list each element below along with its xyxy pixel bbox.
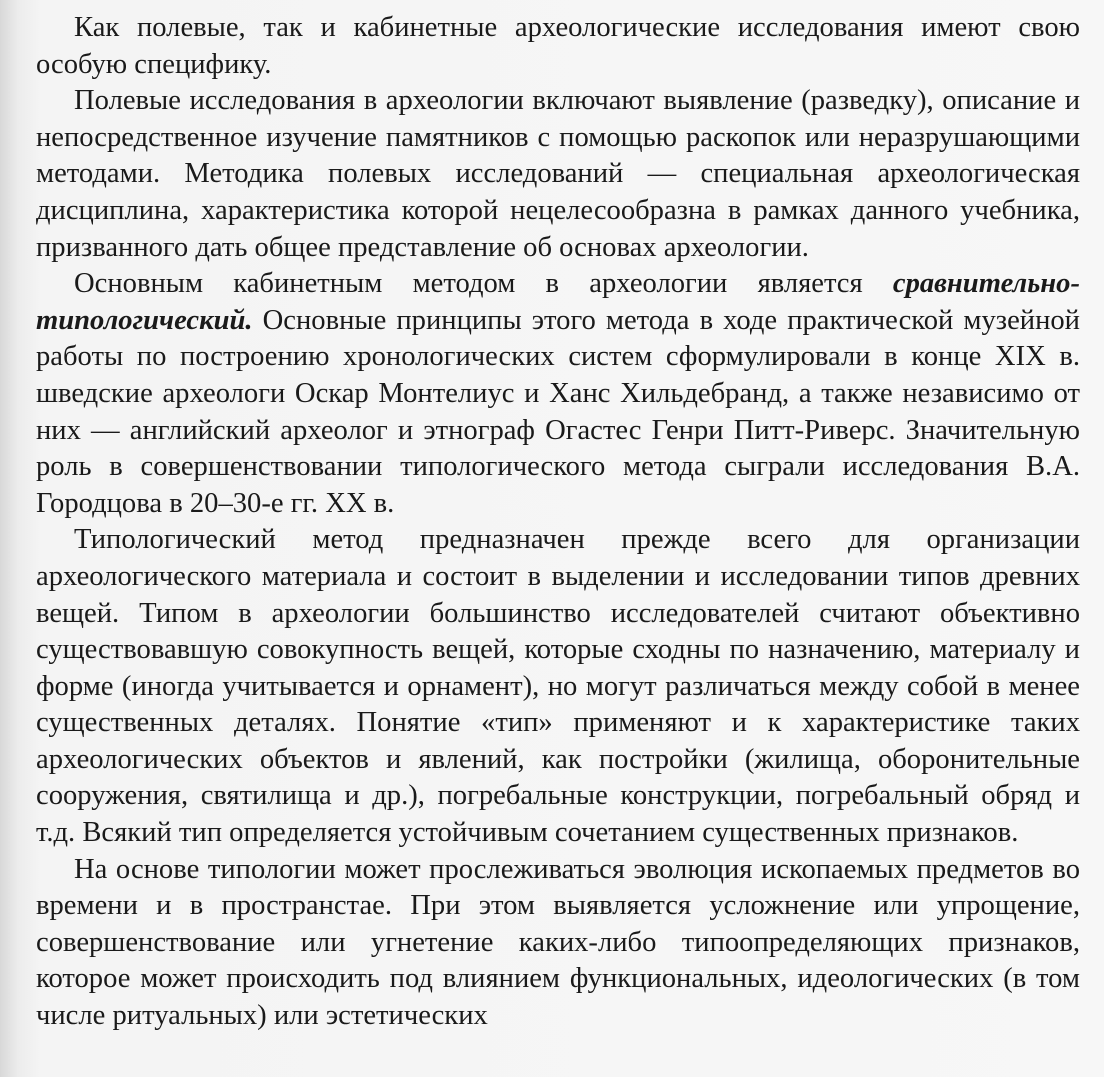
paragraph-4-text: Типологический метод предназначен прежде всего для организации археологического материала и состоит в выделении и исследовании типов древних вещей. Типом в археологии большинство исследователей считают объективно существовавшую совокупность вещей, которые сходны по назначению, материалу и форме (иногда учитывается и орнамент), но могут различаться между собой в менее существенных деталях. Понятие «тип» применяют и к характеристике таких археологических объектов и явлений, как постройки (жилища, оборонительные сооружения, святилища и др.), погребальные конструкции, погребальный обряд и т.д. Всякий тип определяется устойчивым сочетанием существенных признаков.: [36, 524, 1080, 849]
paragraph-2: [36, 83, 1080, 266]
emphasized-term: сравнительно-типологический.: [36, 268, 1080, 336]
paragraph-3-text-start: Основным кабинетным методом в археологии является: [74, 268, 893, 300]
paragraph-4: [36, 522, 1080, 851]
paragraph-5-text: На основе типологии может прослеживаться эволюция ископаемых предметов во времени и в пространстае. При этом выявляется усложнение или упрощение, совершенствование или угнетение каких-либо типоопределяющих признаков, которое может происходить под влиянием функциональных, идеологических (в том числе ритуальных) или эстетических: [36, 853, 1080, 1032]
paragraph-1-text: Как полевые, так и кабинетные археологические исследования имеют свою особую специфику.: [36, 12, 1080, 80]
paragraph-2-text: Полевые исследования в археологии включают выявление (разведку), описание и непосредственное изучение памятников с помощью раскопок или неразрушающими методами. Методика полевых исследований — специальная археологическая дисциплина, характеристика которой нецелесообразна в рамках данного учебника, призванного дать общее представление об основах археологии.: [36, 85, 1080, 263]
paragraph-5: [36, 852, 1080, 1035]
paragraph-1: [36, 10, 1080, 83]
paragraph-3: [36, 266, 1080, 522]
text-body: [36, 10, 1080, 1035]
paragraph-3-text-end: Основные принципы этого метода в ходе практической музейной работы по построению хронологических систем сформулировали в конце XIX в. шведские археологи Оскар Монтелиус и Ханс Хильдебранд, а также независимо от них — английский археолог и этнограф Огастес Генри Питт-Риверс. Значительную роль в совершенствовании типологического метода сыграли исследования В.А. Городцова в 20–30-е гг. XX в.: [36, 304, 1080, 519]
